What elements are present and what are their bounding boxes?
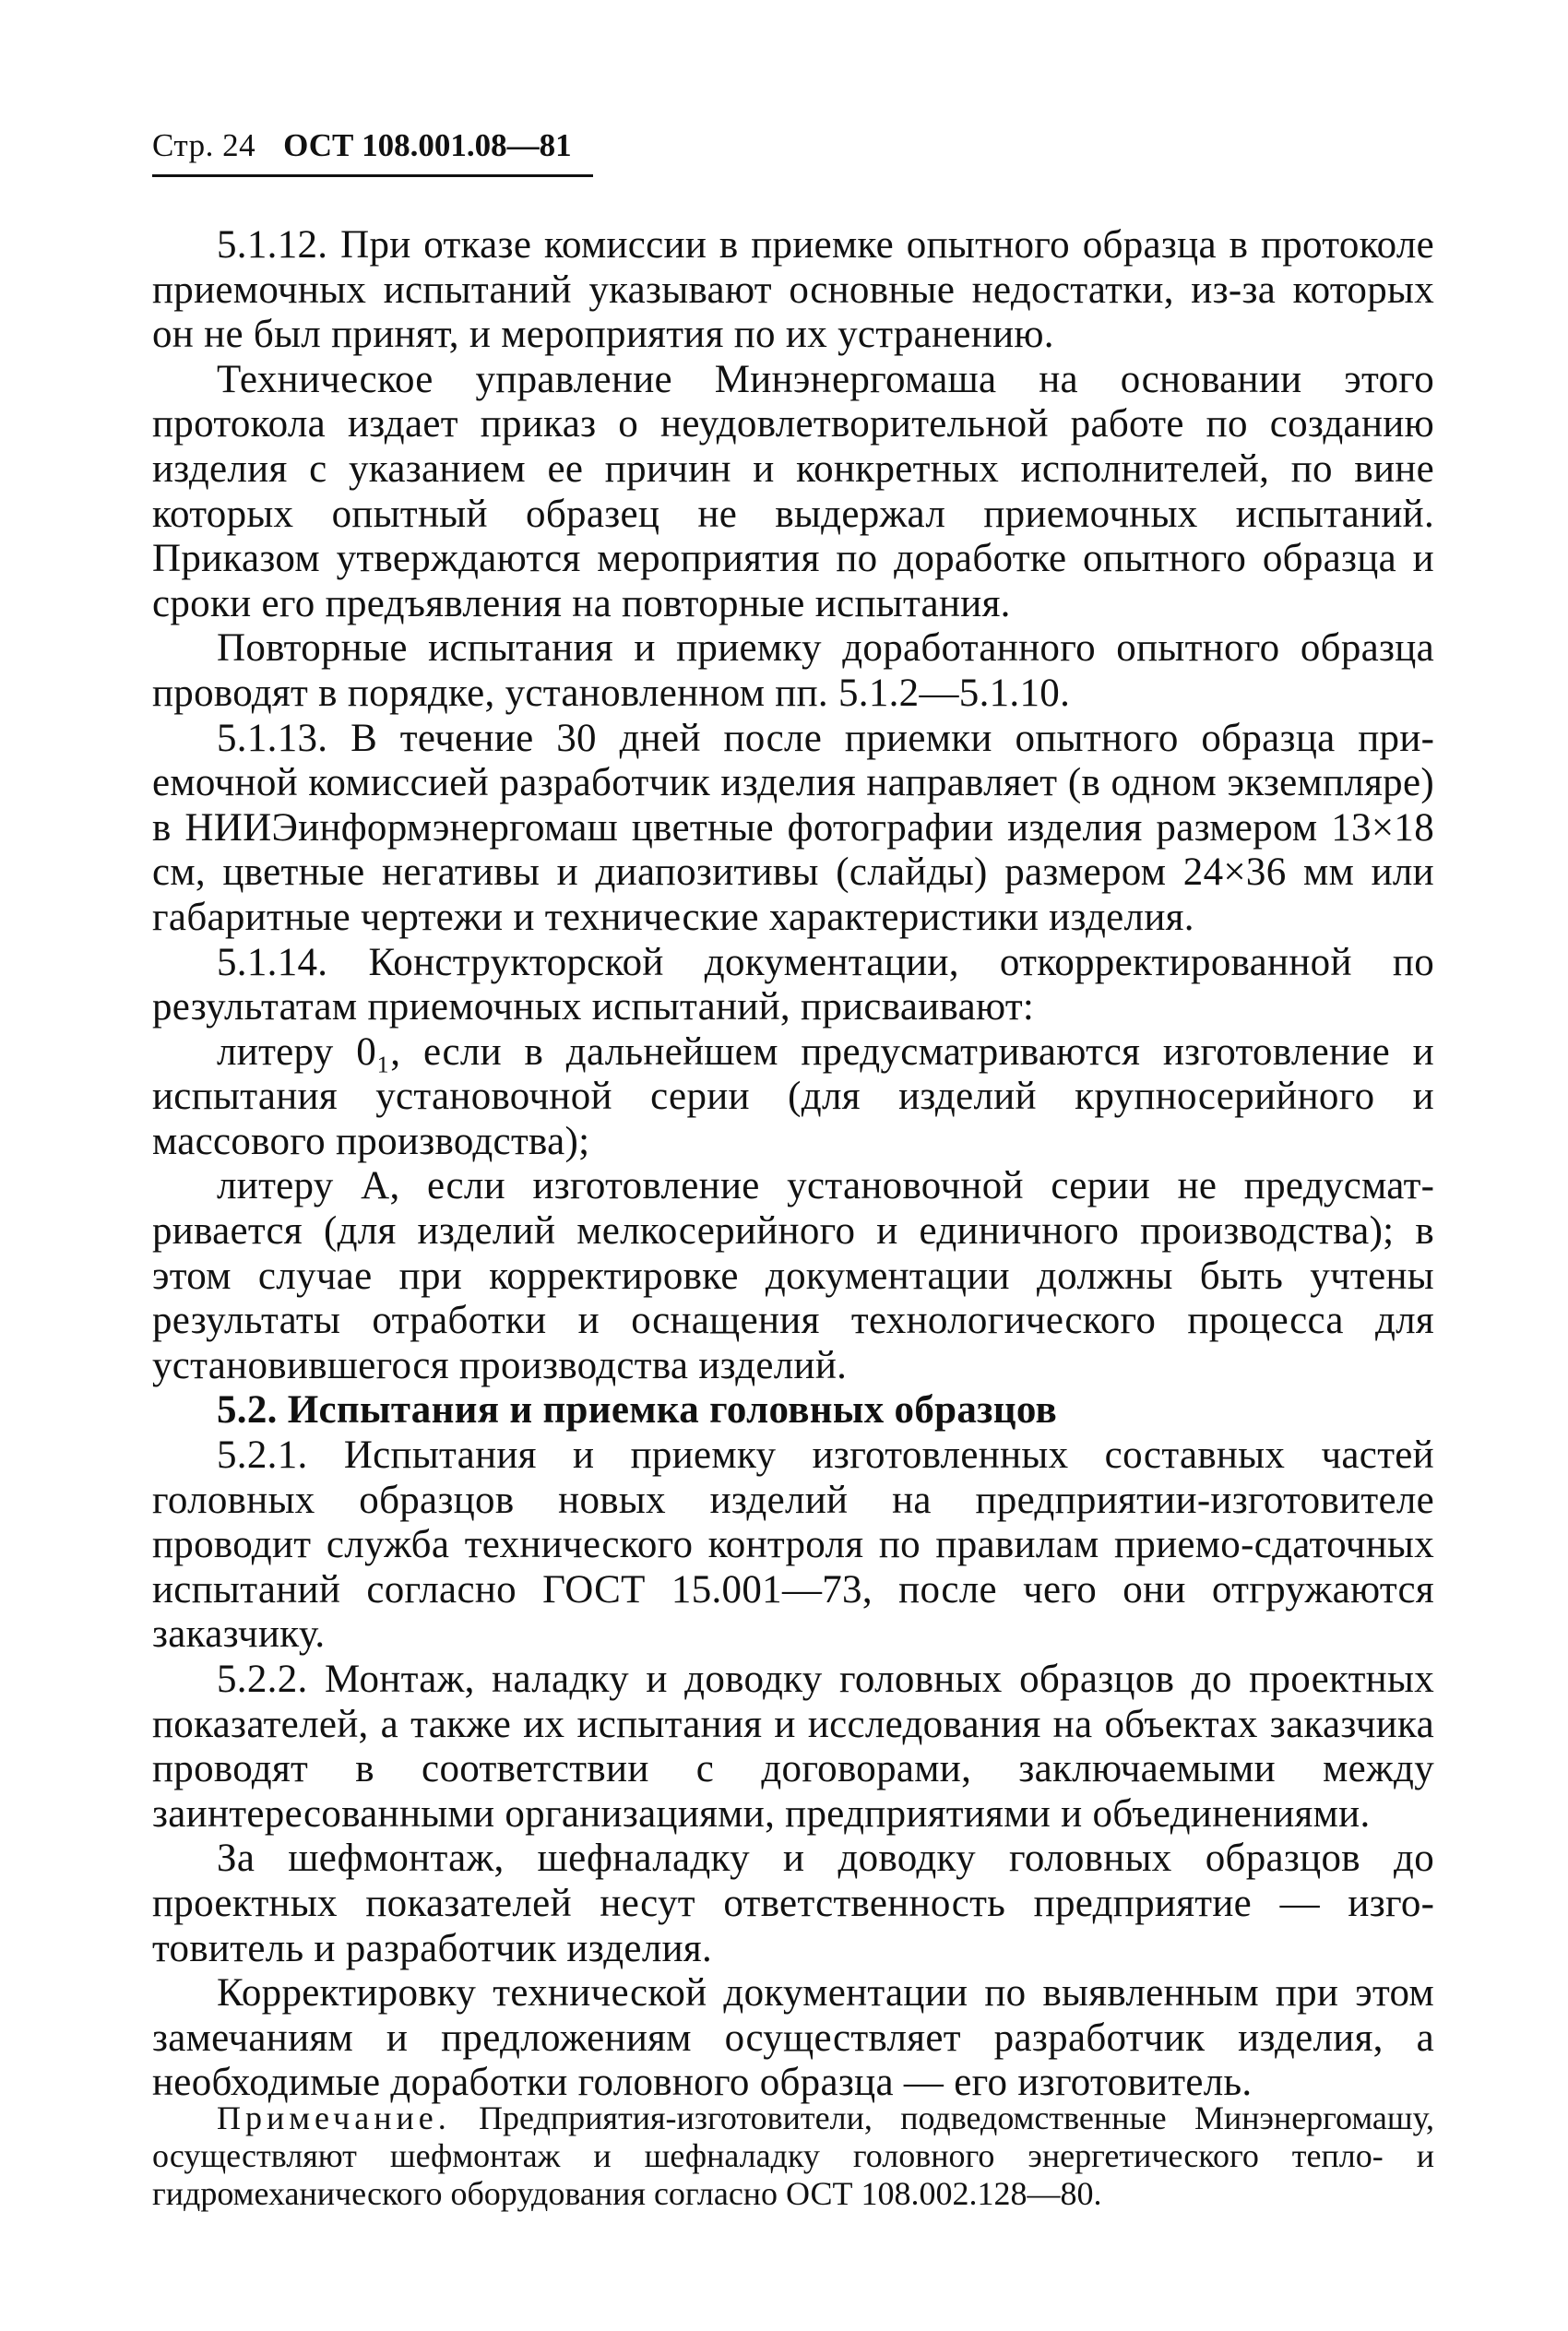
paragraph-responsibility: За шефмонтаж, шефналадку и доводку головных образцов до проектных показателей несут ответственность предприятие — изготовитель и разработчик изделия.: [152, 1837, 1434, 1970]
paragraph-5-1-14: 5.1.14. Конструкторской документации, откорректированной по результатам приемочных испытаний, присваивают:: [152, 940, 1434, 1029]
paragraph-5-1-12: 5.1.12. При отказе комиссии в приемке опытного образца в протоколе приемочных испытаний указывают основные недостатки, из-за которых он не был принят, и мероприятия по их устранению.: [152, 223, 1434, 357]
page-header: [152, 127, 572, 164]
paragraph-tech-directorate: Техническое управление Минэнергомаша на основании этого протокола издает приказ о неудовлетворительной работе по созданию изделия с указанием ее причин и конкретных исполнителей, по вине которых опытный образец не выдержал приемочных испытаний. Приказом утверждаются мероприятия по доработке опытного образца и сроки его предъявления на повторные испытания.: [152, 357, 1434, 625]
footnote-label: Примечание.: [217, 2099, 451, 2136]
page-number: Стр. 24: [152, 127, 256, 163]
paragraph-corrections: Корректировку технической документации по выявленным при этом замечаниям и предложениям осуществляет разработчик изделия, а необходимые доработки головного образца — его изготовитель.: [152, 1971, 1434, 2105]
section-heading-5-2: 5.2. Испытания и приемка головных образцов: [217, 1388, 1058, 1433]
document-body: [152, 223, 1434, 2106]
footnote: [152, 2099, 1434, 2213]
paragraph-5-2-1: 5.2.1. Испытания и приемку изготовленных составных частей головных образцов новых изделий на предприятии-изготовителе проводит служба технического контроля по правилам приемо-сдаточных испытаний согласно ГОСТ 15.001—73, после чего они отгружаются заказчику.: [152, 1433, 1434, 1657]
document-code: ОСТ 108.001.08—81: [283, 127, 572, 163]
paragraph-5-2-2: 5.2.2. Монтаж, наладку и доводку головных образцов до проектных показателей, а также их испытания и исследования на объектах заказчика проводят в соответствии с договорами, заключаемыми между заинтересованными организациями, предприятиями и объединениями.: [152, 1658, 1434, 1836]
header-underline: [152, 174, 593, 177]
footnote-text: Предприятия-изготовители, подведомственные Минэнергомашу, осуществляют шефмонтаж и шефналадку головного энергетического тепло- и гидромеханического оборудования согласно ОСТ 108.002.128—80.: [152, 2099, 1434, 2212]
paragraph-letter-o1: литеру 0₁, если в дальнейшем предусматриваются изготовление и испытания установочной серии (для изделий крупносерийного и массового производства);: [152, 1029, 1434, 1163]
paragraph-5-1-13: 5.1.13. В течение 30 дней после приемки опытного образца приемочной комиссией разработчик изделия направляет (в одном экземпляре) в НИИЭинформэнергомаш цветные фотографии изделия размером 13×18 см, цветные негативы и диапозитивы (слайды) размером 24×36 мм или габаритные чертежи и технические характеристики изделия.: [152, 716, 1434, 939]
paragraph-repeat-tests: Повторные испытания и приемку доработанного опытного образца проводят в порядке, установленном пп. 5.1.2—5.1.10.: [152, 626, 1434, 715]
document-page: [152, 0, 1434, 2331]
paragraph-letter-a: литеру А, если изготовление установочной серии не предусматривается (для изделий мелкосерийного и единичного производства); в этом случае при корректировке документации должны быть учтены результаты отработки и оснащения технологического процесса для установившегося производства изделий.: [152, 1164, 1434, 1387]
